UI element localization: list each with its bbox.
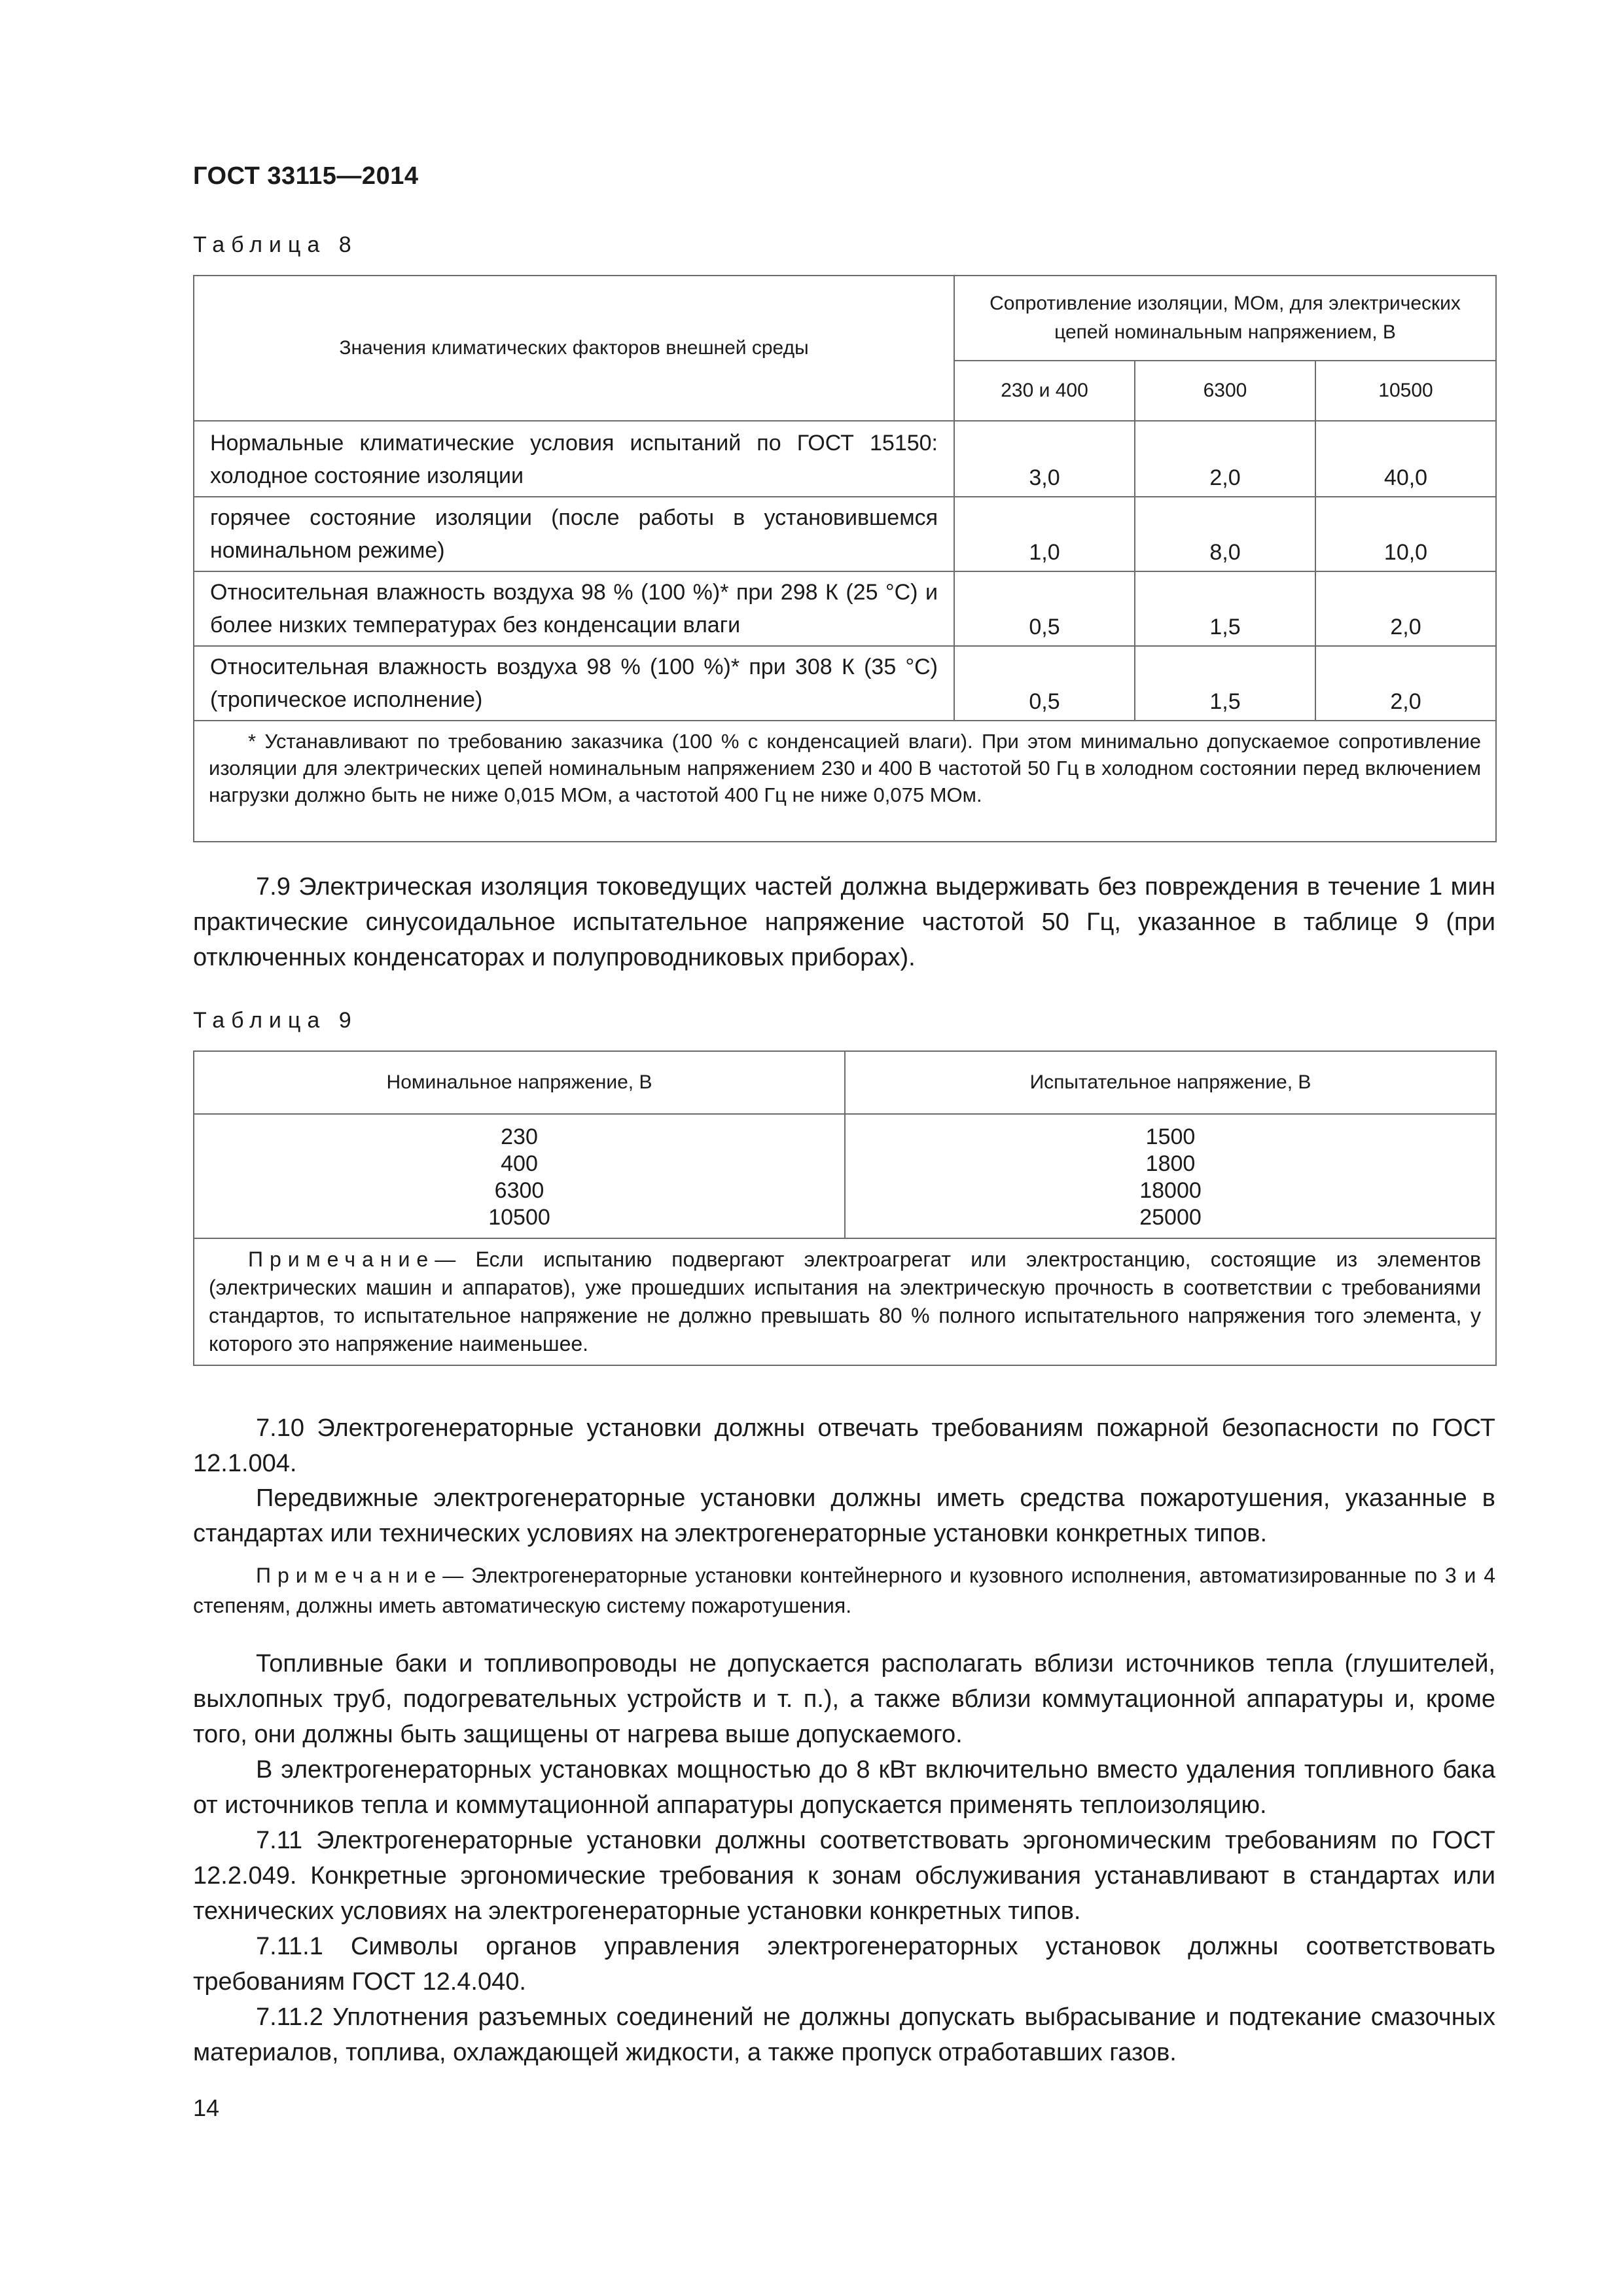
page-number: 14 bbox=[193, 2094, 220, 2121]
paragraph-mobile-units: Передвижные электрогенераторные установки должны иметь средства пожаротушения, указанные в стандартах или технических условиях на электрогенераторные установки конкретных типов. bbox=[193, 1484, 1495, 1547]
paragraph-7-11-1: 7.11.1 Символы органов управления электрогенераторных установок должны соответствовать требованиям ГОСТ 12.4.040. bbox=[193, 1933, 1495, 1996]
table-8-voltage-header: 230 и 400 bbox=[954, 361, 1135, 421]
paragraph-7-11-2: 7.11.2 Уплотнения разъемных соединений не должны допускать выбрасывание и подтекание смазочных материалов, топлива, охлаждающей жидкости, а также пропуск отработавших газов. bbox=[193, 2003, 1495, 2066]
paragraph-7-11: 7.11 Электрогенераторные установки должны соответствовать эргономическим требованиям по ГОСТ 12.2.049. Конкретные эргономические требования к зонам обслуживания устанавливают в стандартах или технических условиях на электрогенераторные установки конкретных типов. bbox=[193, 1827, 1495, 1925]
table-9-nominal-values bbox=[194, 1114, 845, 1238]
table-8-value: 0,5 bbox=[954, 646, 1135, 721]
table-8-col1-header: Значения климатических факторов внешней среды bbox=[194, 276, 954, 421]
table-8-value: 2,0 bbox=[1135, 421, 1315, 497]
table-8-value: 2,0 bbox=[1315, 571, 1496, 646]
table-8-value: 1,5 bbox=[1135, 646, 1315, 721]
paragraph-7-9: 7.9 Электрическая изоляция токоведущих частей должна выдерживать без повреждения в течение 1 мин практические синусоидальное испытательное напряжение частотой 50 Гц, указанное в таблице 9 (при отключенных конденсаторах и полупроводниковых приборах). bbox=[193, 873, 1495, 971]
paragraph-8kw: В электрогенераторных установках мощностью до 8 кВт включительно вместо удаления топливного бака от источников тепла и коммутационной аппаратуры допускается применять теплоизоляцию. bbox=[193, 1756, 1495, 1819]
table-8-value: 40,0 bbox=[1315, 421, 1496, 497]
table-8-value: 3,0 bbox=[954, 421, 1135, 497]
paragraph-7-10: 7.10 Электрогенераторные установки должны отвечать требованиям пожарной безопасности по ГОСТ 12.1.004. bbox=[193, 1414, 1495, 1477]
table-9-test-values bbox=[845, 1114, 1496, 1238]
table-row bbox=[194, 497, 1496, 571]
table-8-row-label: горячее состояние изоляции (после работы в установившемся номинальном режиме) bbox=[194, 497, 954, 571]
table-8-row-label: Нормальные климатические условия испытаний по ГОСТ 15150: холодное состояние изоляции bbox=[194, 421, 954, 497]
table-9 bbox=[193, 1050, 1497, 1366]
table-9-caption: Таблица 9 bbox=[193, 1008, 358, 1033]
table-9-value: 18000 bbox=[1139, 1178, 1202, 1203]
paragraph-fuel-tanks: Топливные баки и топливопроводы не допускается располагать вблизи источников тепла (глушителей, выхлопных труб, подогревательных устройств и т. п.), а также вблизи коммутационной аппаратуры и, кроме того, они должны быть защищены от нагрева выше допускаемого. bbox=[193, 1650, 1495, 1748]
note-fire-suppression: Примечание— Электрогенераторные установки контейнерного и кузовного исполнения, автоматизированные по 3 и 4 степеням, должны иметь автоматическую систему пожаротушения. bbox=[193, 1564, 1495, 1617]
table-8-value: 1,0 bbox=[954, 497, 1135, 571]
table-9-note: Примечание— Если испытанию подвергают электроагрегат или электростанцию, состоящие из элементов (электрических машин и аппаратов), уже прошедших испытания на электрическую прочность в соответствии с требованиями стандартов, то испытательное напряжение не должно превышать 80 % полного испытательного напряжения того элемента, у которого это напряжение наименьшее. bbox=[194, 1238, 1496, 1365]
note-label: Примечание bbox=[248, 1247, 435, 1271]
table-9-header-test: Испытательное напряжение, В bbox=[845, 1051, 1496, 1114]
table-9-value: 25000 bbox=[1139, 1205, 1202, 1230]
table-8-value: 10,0 bbox=[1315, 497, 1496, 571]
table-row bbox=[194, 571, 1496, 646]
table-8-voltage-header: 6300 bbox=[1135, 361, 1315, 421]
table-8-caption: Таблица 8 bbox=[193, 232, 358, 257]
table-8 bbox=[193, 275, 1497, 842]
table-9-value: 6300 bbox=[494, 1178, 544, 1203]
table-8-footnote: * Устанавливают по требованию заказчика (100 % с конденсацией влаги). При этом минимально допускаемое сопротивление изоляции для электрических цепей номинальным напряжением 230 и 400 В частотой 50 Гц в холодном состоянии перед включением нагрузки должно быть не ниже 0,015 МОм, а частотой 400 Гц не ниже 0,075 МОм. bbox=[194, 721, 1496, 842]
table-9-value: 1800 bbox=[1145, 1151, 1196, 1176]
table-8-value: 2,0 bbox=[1315, 646, 1496, 721]
table-8-group-header: Сопротивление изоляции, МОм, для электрических цепей номинальным напряжением, В bbox=[954, 276, 1496, 361]
table-9-value: 230 bbox=[501, 1124, 538, 1149]
table-8-row-label: Относительная влажность воздуха 98 % (100 %)* при 298 К (25 °С) и более низких температурах без конденсации влаги bbox=[194, 571, 954, 646]
document-header: ГОСТ 33115—2014 bbox=[193, 162, 419, 190]
table-8-row-label: Относительная влажность воздуха 98 % (100 %)* при 308 К (35 °С) (тропическое исполнение) bbox=[194, 646, 954, 721]
table-9-value: 400 bbox=[501, 1151, 538, 1176]
table-row bbox=[194, 646, 1496, 721]
table-9-value: 1500 bbox=[1145, 1124, 1196, 1149]
table-9-value: 10500 bbox=[488, 1205, 550, 1230]
table-8-value: 0,5 bbox=[954, 571, 1135, 646]
table-9-header-nominal: Номинальное напряжение, В bbox=[194, 1051, 845, 1114]
table-8-voltage-header: 10500 bbox=[1315, 361, 1496, 421]
table-row bbox=[194, 421, 1496, 497]
table-8-value: 8,0 bbox=[1135, 497, 1315, 571]
table-8-value: 1,5 bbox=[1135, 571, 1315, 646]
note-label: Примечание bbox=[256, 1564, 443, 1587]
